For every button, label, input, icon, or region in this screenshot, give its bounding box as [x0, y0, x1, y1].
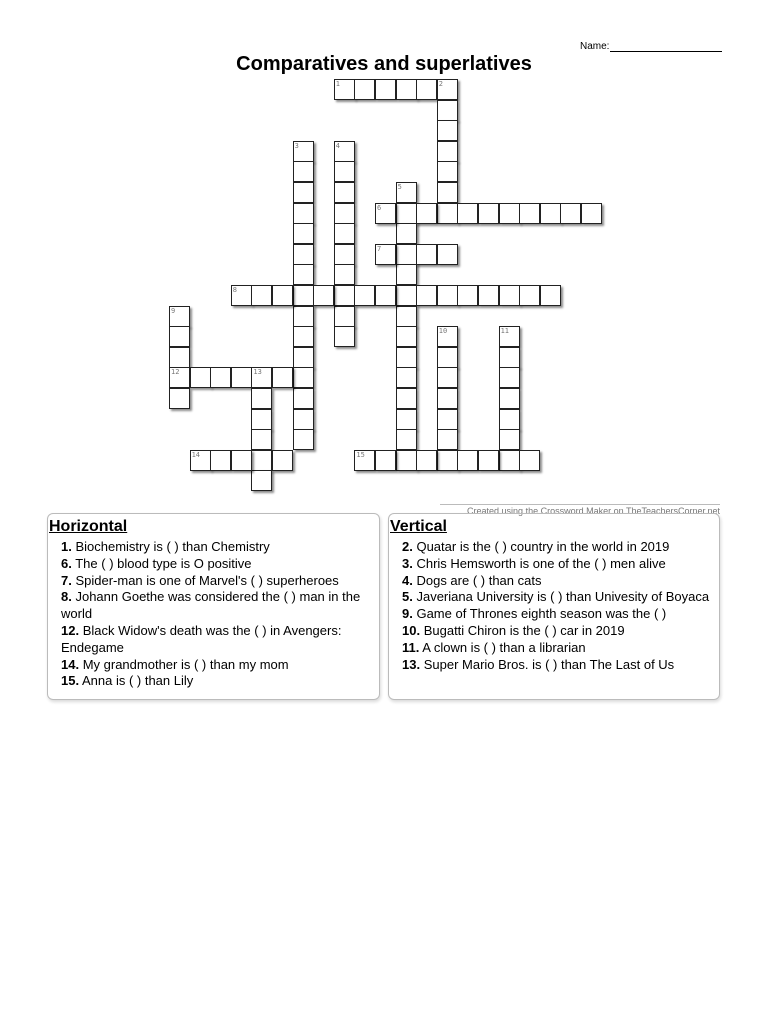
crossword-cell[interactable]	[396, 347, 417, 368]
crossword-cell[interactable]	[519, 450, 540, 471]
crossword-cell[interactable]	[499, 429, 520, 450]
crossword-cell[interactable]	[457, 285, 478, 306]
cell-number: 13	[253, 368, 262, 377]
crossword-cell[interactable]	[499, 450, 520, 471]
crossword-cell[interactable]	[396, 223, 417, 244]
clue-number: 11.	[402, 639, 420, 655]
horizontal-clue	[48, 589, 379, 623]
crossword-cell[interactable]	[293, 306, 314, 327]
crossword-cell[interactable]	[499, 409, 520, 430]
crossword-cell[interactable]	[396, 285, 417, 306]
crossword-cell[interactable]	[334, 203, 355, 224]
clue-text: Super Mario Bros. is ( ) than The Last of Us	[423, 656, 675, 672]
crossword-cell[interactable]	[499, 326, 520, 347]
clue-text: Johann Goethe was considered the ( ) man in the world	[61, 589, 361, 622]
clue-text: Biochemistry is ( ) than Chemistry	[75, 539, 270, 554]
crossword-cell[interactable]	[354, 285, 375, 306]
clue-number: 12.	[61, 622, 80, 638]
crossword-cell[interactable]	[416, 79, 437, 100]
cell-number: 14	[191, 450, 201, 459]
crossword-cell[interactable]	[251, 409, 272, 430]
crossword-cell[interactable]	[293, 326, 314, 347]
clue-number: 6.	[61, 555, 72, 571]
clue-text: Black Widow's death was the ( ) in Avengers: Endegame	[61, 622, 342, 655]
horizontal-clue	[48, 556, 379, 573]
crossword-cell[interactable]	[437, 347, 458, 368]
crossword-cell[interactable]	[293, 141, 314, 162]
horizontal-heading: Horizontal	[49, 518, 128, 535]
crossword-cell[interactable]	[396, 367, 417, 388]
crossword-cell[interactable]	[457, 450, 478, 471]
page-title: Comparatives and superlatives	[236, 53, 532, 75]
crossword-cell[interactable]	[375, 244, 396, 265]
clue-number: 9.	[402, 606, 413, 622]
crossword-cell[interactable]	[478, 203, 499, 224]
clue-number: 2.	[402, 539, 413, 554]
clue-number: 15.	[61, 673, 80, 689]
crossword-cell[interactable]	[499, 367, 520, 388]
crossword-cell[interactable]	[293, 347, 314, 368]
crossword-cell[interactable]	[334, 264, 355, 285]
crossword-cell[interactable]	[334, 285, 355, 306]
clue-number: 8.	[61, 589, 72, 605]
crossword-cell[interactable]	[416, 285, 437, 306]
crossword-cell[interactable]	[437, 326, 458, 347]
crossword-cell[interactable]	[293, 244, 314, 265]
clue-number: 4.	[402, 572, 413, 588]
cell-number: 9	[171, 306, 176, 315]
crossword-cell[interactable]	[437, 244, 458, 265]
vertical-clue	[389, 640, 719, 657]
crossword-cell[interactable]	[540, 285, 561, 306]
crossword-cell[interactable]	[437, 141, 458, 162]
clue-number: 10.	[402, 622, 421, 638]
clue-text: Javeriana University is ( ) than Univesity of Boyaca	[416, 589, 710, 605]
crossword-cell[interactable]	[251, 367, 272, 388]
crossword-cell[interactable]	[416, 450, 437, 471]
crossword-cell[interactable]	[437, 388, 458, 409]
crossword-cell[interactable]	[293, 388, 314, 409]
crossword-cell[interactable]	[354, 79, 375, 100]
crossword-cell[interactable]	[169, 347, 190, 368]
crossword-cell[interactable]	[251, 429, 272, 450]
crossword-cell[interactable]	[499, 285, 520, 306]
clue-number: 14.	[61, 656, 80, 672]
cell-number: 15	[356, 450, 365, 459]
clue-text: Spider-man is one of Marvel's ( ) superheroes	[75, 572, 339, 588]
crossword-cell[interactable]	[396, 306, 417, 327]
crossword-cell[interactable]	[354, 450, 375, 471]
vertical-clue	[389, 539, 719, 556]
crossword-cell[interactable]	[437, 285, 458, 306]
vertical-clue	[389, 606, 719, 623]
crossword-cell[interactable]	[334, 223, 355, 244]
crossword-cell[interactable]	[334, 182, 355, 203]
crossword-cell[interactable]	[293, 182, 314, 203]
clue-text: Chris Hemsworth is one of the ( ) men alive	[416, 555, 666, 571]
crossword-cell[interactable]	[396, 429, 417, 450]
crossword-cell[interactable]	[334, 244, 355, 265]
clue-number: 7.	[61, 572, 72, 588]
crossword-cell[interactable]	[272, 367, 293, 388]
crossword-cell[interactable]	[334, 161, 355, 182]
clue-number: 3.	[402, 555, 413, 571]
horizontal-clue	[48, 657, 379, 674]
crossword-cell[interactable]	[272, 285, 293, 306]
crossword-cell[interactable]	[396, 182, 417, 203]
crossword-cell[interactable]	[375, 450, 396, 471]
cell-number: 7	[377, 244, 382, 253]
crossword-cell[interactable]	[478, 450, 499, 471]
crossword-cell[interactable]	[210, 367, 231, 388]
vertical-clue	[389, 589, 719, 606]
crossword-cell[interactable]	[272, 450, 293, 471]
horizontal-clues-panel	[47, 513, 380, 700]
vertical-clue	[389, 573, 719, 590]
clue-number: 1.	[61, 539, 72, 554]
crossword-cell[interactable]	[334, 79, 355, 100]
crossword-cell[interactable]	[437, 367, 458, 388]
vertical-clue	[389, 556, 719, 573]
crossword-cell[interactable]	[334, 141, 355, 162]
crossword-cell[interactable]	[231, 450, 252, 471]
crossword-cell[interactable]	[293, 285, 314, 306]
crossword-cell[interactable]	[293, 367, 314, 388]
crossword-cell[interactable]	[437, 161, 458, 182]
clue-text: My grandmother is ( ) than my mom	[82, 656, 289, 672]
credit-line: Created using the Crossword Maker on TheTeachersCorner.net	[440, 504, 720, 516]
crossword-cell[interactable]	[519, 285, 540, 306]
cell-number: 3	[294, 141, 299, 150]
crossword-cell[interactable]	[396, 450, 417, 471]
crossword-cell[interactable]	[519, 203, 540, 224]
horizontal-clue-list	[48, 539, 379, 690]
vertical-heading: Vertical	[390, 518, 447, 535]
vertical-clue	[389, 657, 719, 674]
crossword-cell[interactable]	[560, 203, 581, 224]
cell-number: 5	[397, 183, 402, 191]
crossword-cell[interactable]	[169, 367, 190, 388]
crossword-cell[interactable]	[293, 409, 314, 430]
clue-text: The ( ) blood type is O positive	[75, 555, 252, 571]
crossword-cell[interactable]	[375, 79, 396, 100]
crossword-cell[interactable]	[416, 203, 437, 224]
horizontal-clue	[48, 539, 379, 556]
vertical-clues-panel	[388, 513, 720, 700]
clue-text: Game of Thrones eighth season was the ( )	[416, 606, 667, 622]
cell-number: 8	[232, 286, 238, 294]
cell-number: 4	[335, 141, 341, 150]
crossword-cell[interactable]	[251, 388, 272, 409]
crossword-cell[interactable]	[437, 409, 458, 430]
crossword-cell[interactable]	[293, 161, 314, 182]
cell-number: 10	[438, 327, 448, 336]
crossword-cell[interactable]	[293, 264, 314, 285]
vertical-clue	[389, 623, 719, 640]
name-label: Name:	[580, 41, 610, 52]
vertical-clue-list	[389, 539, 719, 673]
crossword-cell[interactable]	[231, 285, 252, 306]
crossword-cell[interactable]	[190, 367, 211, 388]
crossword-cell[interactable]	[437, 182, 458, 203]
crossword-cell[interactable]	[251, 470, 272, 491]
crossword-cell[interactable]	[313, 285, 334, 306]
crossword-cell[interactable]	[437, 120, 458, 141]
crossword-cell[interactable]	[437, 450, 458, 471]
crossword-cell[interactable]	[334, 306, 355, 327]
horizontal-clue	[48, 623, 379, 657]
clue-number: 5.	[402, 589, 413, 605]
cell-number: 12	[171, 368, 180, 377]
crossword-cell[interactable]	[396, 326, 417, 347]
crossword-cell[interactable]	[293, 223, 314, 244]
crossword-cell[interactable]	[396, 264, 417, 285]
crossword-cell[interactable]	[210, 450, 231, 471]
cell-number: 11	[500, 327, 510, 336]
crossword-cell[interactable]	[169, 306, 190, 327]
crossword-cell[interactable]	[396, 409, 417, 430]
crossword-cell[interactable]	[375, 203, 396, 224]
crossword-cell[interactable]	[231, 367, 252, 388]
crossword-cell[interactable]	[251, 450, 272, 471]
crossword-cell[interactable]	[499, 347, 520, 368]
horizontal-clue	[48, 673, 379, 690]
clue-text: Bugatti Chiron is the ( ) car in 2019	[423, 622, 625, 638]
crossword-cell[interactable]	[396, 388, 417, 409]
crossword-cell[interactable]	[293, 203, 314, 224]
clue-text: Dogs are ( ) than cats	[416, 572, 542, 588]
horizontal-clue	[48, 573, 379, 590]
crossword-cell[interactable]	[437, 203, 458, 224]
crossword-cell[interactable]	[293, 429, 314, 450]
clue-text: A clown is ( ) than a librarian	[422, 639, 586, 655]
crossword-cell[interactable]	[190, 450, 211, 471]
crossword-cell[interactable]	[251, 285, 272, 306]
crossword-cell[interactable]	[396, 203, 417, 224]
crossword-cell[interactable]	[396, 244, 417, 265]
clue-number: 13.	[402, 656, 421, 672]
crossword-cell[interactable]	[540, 203, 561, 224]
crossword-cell[interactable]	[375, 285, 396, 306]
clue-text: Quatar is the ( ) country in the world in 2019	[416, 539, 670, 554]
crossword-cell[interactable]	[334, 326, 355, 347]
crossword-cell[interactable]	[169, 388, 190, 409]
crossword-cell[interactable]	[396, 79, 417, 100]
cell-number: 1	[335, 80, 341, 88]
cell-number: 2	[438, 80, 444, 88]
crossword-cell[interactable]	[457, 203, 478, 224]
cell-number: 6	[377, 203, 382, 212]
crossword-cell[interactable]	[499, 388, 520, 409]
crossword-cell[interactable]	[499, 203, 520, 224]
crossword-cell[interactable]	[478, 285, 499, 306]
crossword-cell[interactable]	[416, 244, 437, 265]
crossword-cell[interactable]	[437, 429, 458, 450]
clue-text: Anna is ( ) than Lily	[81, 673, 194, 689]
crossword-cell[interactable]	[437, 100, 458, 121]
crossword-cell[interactable]	[169, 326, 190, 347]
crossword-cell[interactable]	[437, 79, 458, 100]
crossword-cell[interactable]	[581, 203, 602, 224]
